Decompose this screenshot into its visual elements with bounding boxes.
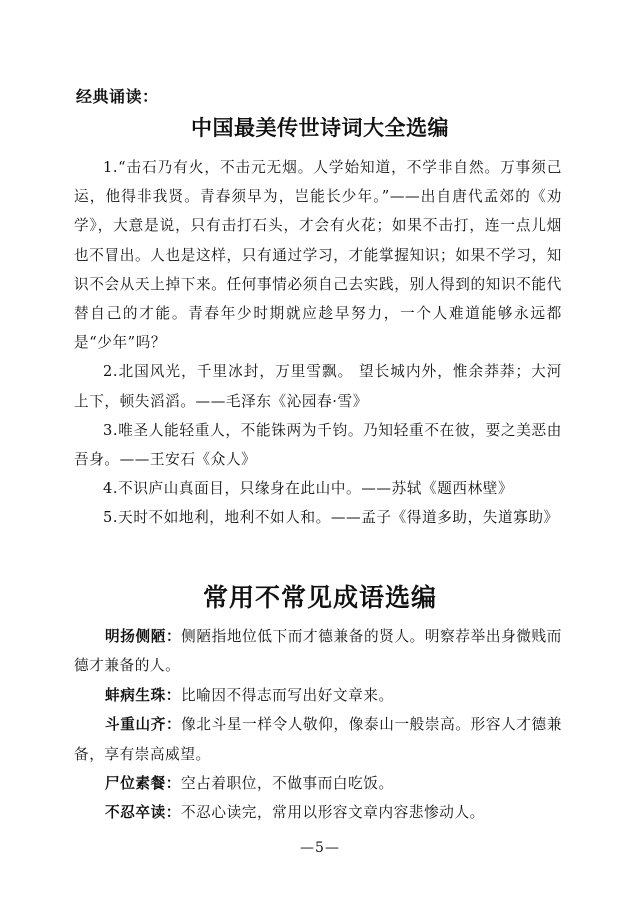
idiom-term: 斗重山齐 [105, 716, 166, 734]
idiom-definition: 比喻因不得志而写出好文章来。 [180, 686, 394, 704]
idiom-term: 尸位素餐 [105, 775, 166, 793]
idiom-separator: ： [165, 628, 182, 645]
idiom-definition: 像北斗星一样令人敬仰，像泰山一般崇高。形容人才德兼备，享有崇高威望。 [74, 716, 562, 763]
poem-item: 5.天时不如地利，地利不如人和。——孟子《得道多助，失道寡助》 [103, 509, 559, 527]
idiom-term: 明扬侧陋 [105, 628, 166, 645]
idioms-list [74, 622, 562, 828]
idiom-term: 蚌病生珠 [105, 686, 166, 704]
poem-item: 4.不识庐山真面目，只缘身在此山中。——苏轼《题西林壁》 [103, 480, 514, 498]
idiom-definition: 空占着职位，不做事而白吃饭。 [180, 775, 394, 793]
poem-item: 1.“击石乃有火，不击元无烟。人学始知道，不学非自然。万事须己运，他得非我贤。青春须早为，岂能长少年。”——出自唐代孟郊的《劝学》，大意是说，只有击打石头，才会有火花；如果不击打，连一点儿烟也不冒出。人也是这样，只有通过学习，才能掌握知识；如果不学习，知识不会从天上掉下来。任何事情必须自己去实践，别人得到的知识不能代替自己的才能。青春年少时期就应趁早努力，一个人难道能够永远都是“少年”吗？ [74, 159, 562, 352]
idiom-separator: ： [165, 686, 181, 704]
idiom-definition: 不忍心读完，常用以形容文章内容悲惨动人。 [180, 804, 485, 822]
poems-list [74, 153, 562, 533]
idiom-item [74, 681, 562, 710]
poem-item: 2.北国风光，千里冰封，万里雪飘。 望长城内外，惟余莽莽；大河上下，顿失滔滔。——毛泽东《沁园春·雪》 [74, 363, 562, 410]
idiom-definition: 侧陋指地位低下而才德兼备的贤人。明察荐举出身微贱而德才兼备的人。 [74, 628, 562, 675]
poem-item: 3.唯圣人能轻重人，不能铢两为千钧。乃知轻重不在彼，要之美恶由吾身。——王安石《众人》 [74, 421, 562, 469]
idiom-term: 不忍卒读 [105, 804, 166, 822]
idiom-separator: ： [165, 775, 181, 793]
idiom-separator: ： [165, 716, 182, 734]
idiom-item [74, 622, 562, 681]
idiom-item [74, 798, 562, 827]
idioms-title: 常用不常见成语选编 [202, 583, 437, 612]
section-label: 经典诵读： [76, 87, 159, 106]
poems-title: 中国最美传世诗词大全选编 [191, 115, 449, 140]
page-number: —5— [300, 840, 340, 856]
idiom-item [74, 710, 562, 769]
idiom-item [74, 769, 562, 798]
idiom-separator: ： [165, 804, 181, 822]
